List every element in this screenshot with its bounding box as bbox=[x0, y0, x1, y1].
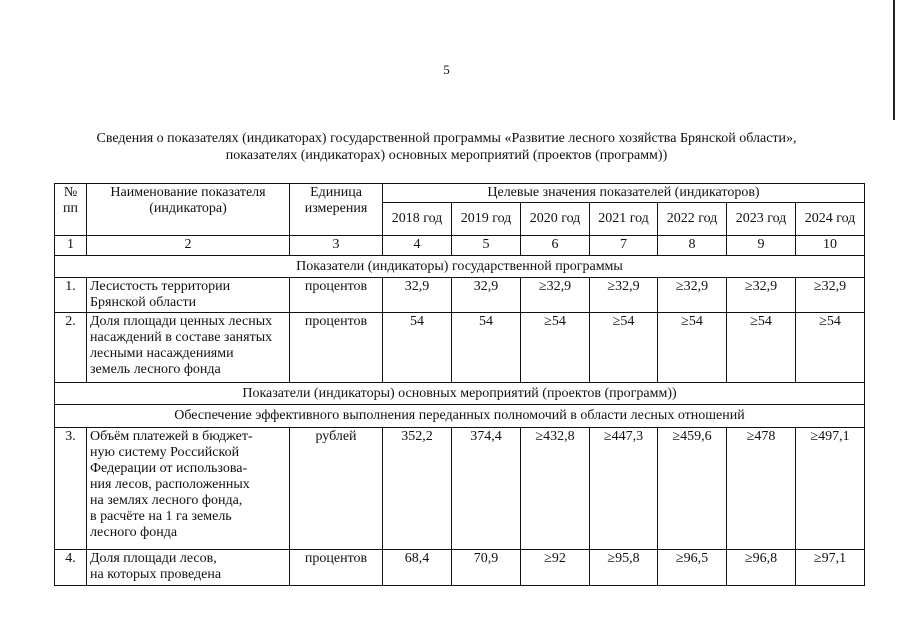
header-name: Наименование показателя (индикатора) bbox=[87, 184, 290, 236]
indicator-name-line: на которых проведена bbox=[90, 567, 222, 582]
indicator-name-line: Брянской области bbox=[90, 295, 197, 310]
column-number: 6 bbox=[521, 236, 590, 256]
target-value: ≥54 bbox=[796, 313, 865, 383]
header-year: 2023 год bbox=[727, 203, 796, 236]
target-value: ≥447,3 bbox=[590, 428, 658, 550]
indicator-name-line: Федерации от использова- bbox=[90, 461, 248, 476]
header-year: 2021 год bbox=[590, 203, 658, 236]
target-value: ≥54 bbox=[521, 313, 590, 383]
column-number: 10 bbox=[796, 236, 865, 256]
row-number: 3. bbox=[55, 428, 87, 550]
header-row-top bbox=[55, 184, 865, 203]
title-line-2: показателях (индикаторах) основных мероприятий (проектов (программ)) bbox=[225, 148, 668, 163]
indicators-table bbox=[54, 183, 865, 586]
target-value: ≥32,9 bbox=[727, 278, 796, 313]
document-title bbox=[0, 130, 893, 164]
target-value: ≥32,9 bbox=[521, 278, 590, 313]
header-year: 2024 год bbox=[796, 203, 865, 236]
table-row bbox=[55, 428, 865, 550]
row-number: 1. bbox=[55, 278, 87, 313]
table-row bbox=[55, 313, 865, 383]
table-row bbox=[55, 550, 865, 586]
column-number: 1 bbox=[55, 236, 87, 256]
section-row bbox=[55, 256, 865, 278]
target-value: ≥32,9 bbox=[590, 278, 658, 313]
header-year: 2022 год bbox=[658, 203, 727, 236]
target-value: 32,9 bbox=[452, 278, 521, 313]
target-value: 70,9 bbox=[452, 550, 521, 586]
target-value: ≥54 bbox=[590, 313, 658, 383]
section-row bbox=[55, 383, 865, 405]
section-row bbox=[55, 405, 865, 428]
target-value: 374,4 bbox=[452, 428, 521, 550]
indicator-name bbox=[87, 428, 290, 550]
indicator-name-line: Доля площади лесов, bbox=[90, 551, 217, 566]
indicator-name-line: лесными насаждениями bbox=[90, 346, 234, 361]
target-value: ≥96,8 bbox=[727, 550, 796, 586]
target-value: ≥54 bbox=[658, 313, 727, 383]
section-program: Показатели (индикаторы) государственной программы bbox=[55, 256, 865, 278]
unit-cell: процентов bbox=[290, 313, 383, 383]
table-row bbox=[55, 278, 865, 313]
subsection-title: Обеспечение эффективного выполнения переданных полномочий в области лесных отношений bbox=[55, 405, 865, 428]
target-value: ≥459,6 bbox=[658, 428, 727, 550]
column-number: 7 bbox=[590, 236, 658, 256]
unit-cell: процентов bbox=[290, 550, 383, 586]
indicator-name-line: ния лесов, расположенных bbox=[90, 477, 250, 492]
target-value: ≥478 bbox=[727, 428, 796, 550]
target-value: ≥95,8 bbox=[590, 550, 658, 586]
column-number: 9 bbox=[727, 236, 796, 256]
scan-edge-line bbox=[893, 0, 895, 120]
header-targets: Целевые значения показателей (индикаторов) bbox=[383, 184, 865, 203]
section-main-activities: Показатели (индикаторы) основных мероприятий (проектов (программ)) bbox=[55, 383, 865, 405]
row-number: 4. bbox=[55, 550, 87, 586]
target-value: ≥432,8 bbox=[521, 428, 590, 550]
header-year: 2020 год bbox=[521, 203, 590, 236]
target-value: ≥497,1 bbox=[796, 428, 865, 550]
target-value: ≥92 bbox=[521, 550, 590, 586]
target-value: ≥97,1 bbox=[796, 550, 865, 586]
indicator-name bbox=[87, 278, 290, 313]
title-line-1: Сведения о показателях (индикаторах) государственной программы «Развитие лесного хозяйства Брянской области», bbox=[96, 131, 797, 146]
target-value: 32,9 bbox=[383, 278, 452, 313]
indicator-name-line: лесного фонда bbox=[90, 525, 178, 540]
target-value: 54 bbox=[452, 313, 521, 383]
column-number: 4 bbox=[383, 236, 452, 256]
target-value: ≥54 bbox=[727, 313, 796, 383]
indicator-name-line: насаждений в составе занятых bbox=[90, 330, 273, 345]
target-value: ≥96,5 bbox=[658, 550, 727, 586]
target-value: 352,2 bbox=[383, 428, 452, 550]
header-year: 2018 год bbox=[383, 203, 452, 236]
column-number: 8 bbox=[658, 236, 727, 256]
column-number: 5 bbox=[452, 236, 521, 256]
row-number: 2. bbox=[55, 313, 87, 383]
column-number: 3 bbox=[290, 236, 383, 256]
indicator-name-line: земель лесного фонда bbox=[90, 362, 221, 377]
column-number-row bbox=[55, 236, 865, 256]
indicator-name bbox=[87, 550, 290, 586]
header-unit: Единица измерения bbox=[290, 184, 383, 236]
indicator-name-line: в расчёте на 1 га земель bbox=[90, 509, 232, 524]
target-value: 54 bbox=[383, 313, 452, 383]
indicator-name-line: Объём платежей в бюджет- bbox=[90, 429, 253, 444]
unit-cell: рублей bbox=[290, 428, 383, 550]
target-value: ≥32,9 bbox=[796, 278, 865, 313]
indicator-name bbox=[87, 313, 290, 383]
unit-cell: процентов bbox=[290, 278, 383, 313]
indicator-name-line: Лесистость территории bbox=[90, 279, 231, 294]
indicator-name-line: ную систему Российской bbox=[90, 445, 240, 460]
header-year: 2019 год bbox=[452, 203, 521, 236]
indicator-name-line: Доля площади ценных лесных bbox=[90, 314, 273, 329]
header-num: № пп bbox=[55, 184, 87, 236]
indicator-name-line: на землях лесного фонда, bbox=[90, 493, 243, 508]
column-number: 2 bbox=[87, 236, 290, 256]
page-number: 5 bbox=[443, 62, 450, 77]
target-value: 68,4 bbox=[383, 550, 452, 586]
target-value: ≥32,9 bbox=[658, 278, 727, 313]
